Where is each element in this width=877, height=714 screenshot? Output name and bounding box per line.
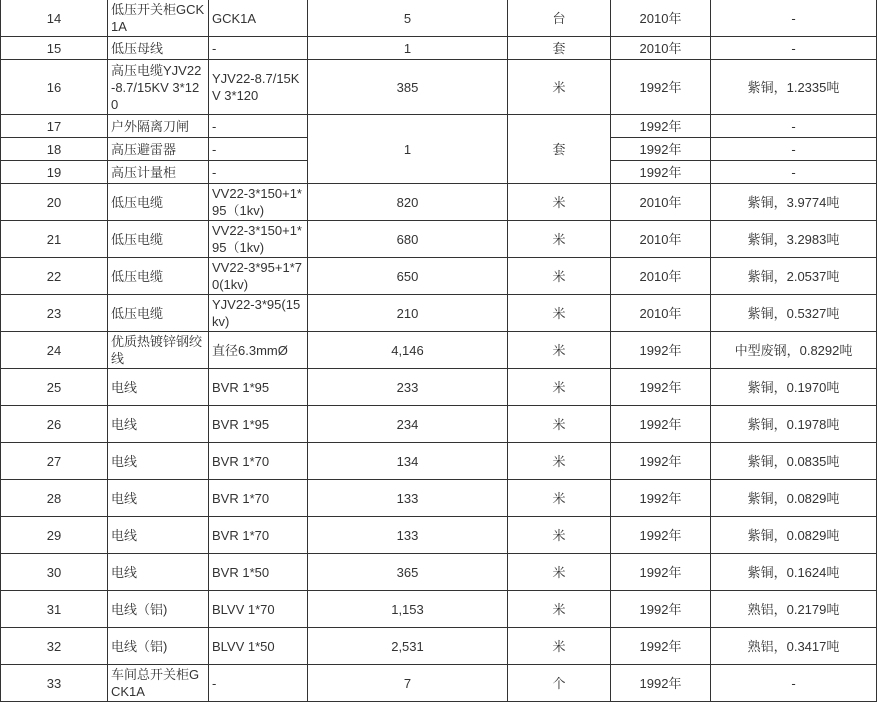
row-number-cell: 30 [1,554,108,591]
row-number-cell: 14 [1,0,108,37]
unit-cell: 米 [508,60,611,115]
weight-cell: - [711,0,877,37]
quantity-cell: 5 [308,0,508,37]
weight-cell: 紫铜，0.0829吨 [711,517,877,554]
year-cell: 1992年 [611,115,711,138]
model-cell: - [209,115,308,138]
row-number-cell: 33 [1,665,108,702]
year-cell: 1992年 [611,517,711,554]
quantity-cell: 2,531 [308,628,508,665]
year-cell: 1992年 [611,332,711,369]
row-number-cell: 15 [1,37,108,60]
weight-cell: 紫铜，2.0537吨 [711,258,877,295]
row-number-cell: 29 [1,517,108,554]
quantity-cell: 385 [308,60,508,115]
item-name-cell: 车间总开关柜GCK1A [108,665,209,702]
item-name-cell: 低压电缆 [108,184,209,221]
row-number-cell: 26 [1,406,108,443]
quantity-cell: 680 [308,221,508,258]
unit-cell: 米 [508,554,611,591]
model-cell: VV22-3*95+1*70(1kv) [209,258,308,295]
year-cell: 1992年 [611,138,711,161]
table-row [1,628,877,665]
quantity-cell: 210 [308,295,508,332]
item-name-cell: 电线 [108,554,209,591]
item-name-cell: 户外隔离刀闸 [108,115,209,138]
weight-cell: 中型废钢，0.8292吨 [711,332,877,369]
model-cell: GCK1A [209,0,308,37]
table-row [1,517,877,554]
row-number-cell: 27 [1,443,108,480]
row-number-cell: 18 [1,138,108,161]
item-name-cell: 低压电缆 [108,258,209,295]
weight-cell: 紫铜，3.9774吨 [711,184,877,221]
weight-cell: - [711,115,877,138]
unit-cell: 台 [508,0,611,37]
unit-cell: 米 [508,628,611,665]
weight-cell: 紫铜，0.0835吨 [711,443,877,480]
year-cell: 1992年 [611,591,711,628]
weight-cell: - [711,37,877,60]
row-number-cell: 28 [1,480,108,517]
year-cell: 1992年 [611,406,711,443]
unit-cell: 米 [508,443,611,480]
quantity-cell: 234 [308,406,508,443]
model-cell: - [209,37,308,60]
year-cell: 2010年 [611,258,711,295]
row-number-cell: 25 [1,369,108,406]
quantity-cell: 365 [308,554,508,591]
weight-cell: 紫铜，0.1978吨 [711,406,877,443]
table-row [1,37,877,60]
model-cell: BVR 1*95 [209,369,308,406]
item-name-cell: 电线 [108,406,209,443]
unit-cell: 米 [508,258,611,295]
year-cell: 2010年 [611,221,711,258]
weight-cell: 紫铜，3.2983吨 [711,221,877,258]
quantity-cell: 233 [308,369,508,406]
table-row [1,332,877,369]
quantity-cell: 4,146 [308,332,508,369]
year-cell: 1992年 [611,554,711,591]
model-cell: - [209,161,308,184]
row-number-cell: 22 [1,258,108,295]
unit-cell: 米 [508,406,611,443]
quantity-cell: 820 [308,184,508,221]
row-number-cell: 20 [1,184,108,221]
table-row [1,115,877,138]
weight-cell: - [711,138,877,161]
model-cell: VV22-3*150+1*95（1kv) [209,221,308,258]
quantity-cell: 1,153 [308,591,508,628]
table-row [1,258,877,295]
weight-cell: 熟铝，0.3417吨 [711,628,877,665]
unit-cell: 米 [508,295,611,332]
model-cell: BVR 1*70 [209,443,308,480]
item-name-cell: 高压电缆YJV22-8.7/15KV 3*120 [108,60,209,115]
item-name-cell: 低压开关柜GCK1A [108,0,209,37]
weight-cell: 紫铜，0.1970吨 [711,369,877,406]
quantity-cell: 133 [308,517,508,554]
table-row [1,184,877,221]
table-row [1,591,877,628]
quantity-cell: 1 [308,37,508,60]
unit-cell: 米 [508,591,611,628]
item-name-cell: 电线 [108,369,209,406]
weight-cell: - [711,161,877,184]
quantity-cell: 7 [308,665,508,702]
item-name-cell: 低压母线 [108,37,209,60]
table-row [1,0,877,37]
row-number-cell: 23 [1,295,108,332]
table-row [1,369,877,406]
model-cell: BVR 1*95 [209,406,308,443]
quantity-cell: 133 [308,480,508,517]
row-number-cell: 17 [1,115,108,138]
model-cell: - [209,665,308,702]
quantity-cell: 1 [308,115,508,184]
unit-cell: 米 [508,480,611,517]
model-cell: BVR 1*70 [209,517,308,554]
weight-cell: 熟铝，0.2179吨 [711,591,877,628]
quantity-cell: 650 [308,258,508,295]
row-number-cell: 21 [1,221,108,258]
year-cell: 2010年 [611,184,711,221]
row-number-cell: 24 [1,332,108,369]
unit-cell: 米 [508,517,611,554]
weight-cell: 紫铜，1.2335吨 [711,60,877,115]
table-body [1,0,877,702]
year-cell: 1992年 [611,480,711,517]
year-cell: 1992年 [611,443,711,480]
item-name-cell: 电线（铝) [108,591,209,628]
item-name-cell: 高压避雷器 [108,138,209,161]
unit-cell: 个 [508,665,611,702]
table-row [1,665,877,702]
table-row [1,295,877,332]
model-cell: YJV22-3*95(15kv) [209,295,308,332]
model-cell: BLVV 1*50 [209,628,308,665]
table-row [1,480,877,517]
item-name-cell: 优质热镀锌钢绞线 [108,332,209,369]
weight-cell: 紫铜，0.0829吨 [711,480,877,517]
unit-cell: 套 [508,115,611,184]
unit-cell: 米 [508,332,611,369]
year-cell: 1992年 [611,628,711,665]
item-name-cell: 电线 [108,443,209,480]
unit-cell: 套 [508,37,611,60]
weight-cell: 紫铜，0.5327吨 [711,295,877,332]
model-cell: BLVV 1*70 [209,591,308,628]
item-name-cell: 电线 [108,517,209,554]
model-cell: 直径6.3mmØ [209,332,308,369]
row-number-cell: 31 [1,591,108,628]
row-number-cell: 19 [1,161,108,184]
year-cell: 2010年 [611,295,711,332]
weight-cell: 紫铜，0.1624吨 [711,554,877,591]
quantity-cell: 134 [308,443,508,480]
item-name-cell: 高压计量柜 [108,161,209,184]
year-cell: 1992年 [611,161,711,184]
model-cell: BVR 1*50 [209,554,308,591]
year-cell: 1992年 [611,665,711,702]
unit-cell: 米 [508,184,611,221]
model-cell: YJV22-8.7/15KV 3*120 [209,60,308,115]
item-name-cell: 电线（铝) [108,628,209,665]
row-number-cell: 16 [1,60,108,115]
year-cell: 1992年 [611,369,711,406]
model-cell: VV22-3*150+1*95（1kv) [209,184,308,221]
year-cell: 2010年 [611,0,711,37]
table-row [1,406,877,443]
year-cell: 1992年 [611,60,711,115]
weight-cell: - [711,665,877,702]
item-name-cell: 低压电缆 [108,295,209,332]
item-name-cell: 电线 [108,480,209,517]
table-row [1,221,877,258]
model-cell: BVR 1*70 [209,480,308,517]
unit-cell: 米 [508,369,611,406]
table-row [1,443,877,480]
model-cell: - [209,138,308,161]
table-row [1,554,877,591]
item-name-cell: 低压电缆 [108,221,209,258]
table-row [1,60,877,115]
unit-cell: 米 [508,221,611,258]
year-cell: 2010年 [611,37,711,60]
row-number-cell: 32 [1,628,108,665]
